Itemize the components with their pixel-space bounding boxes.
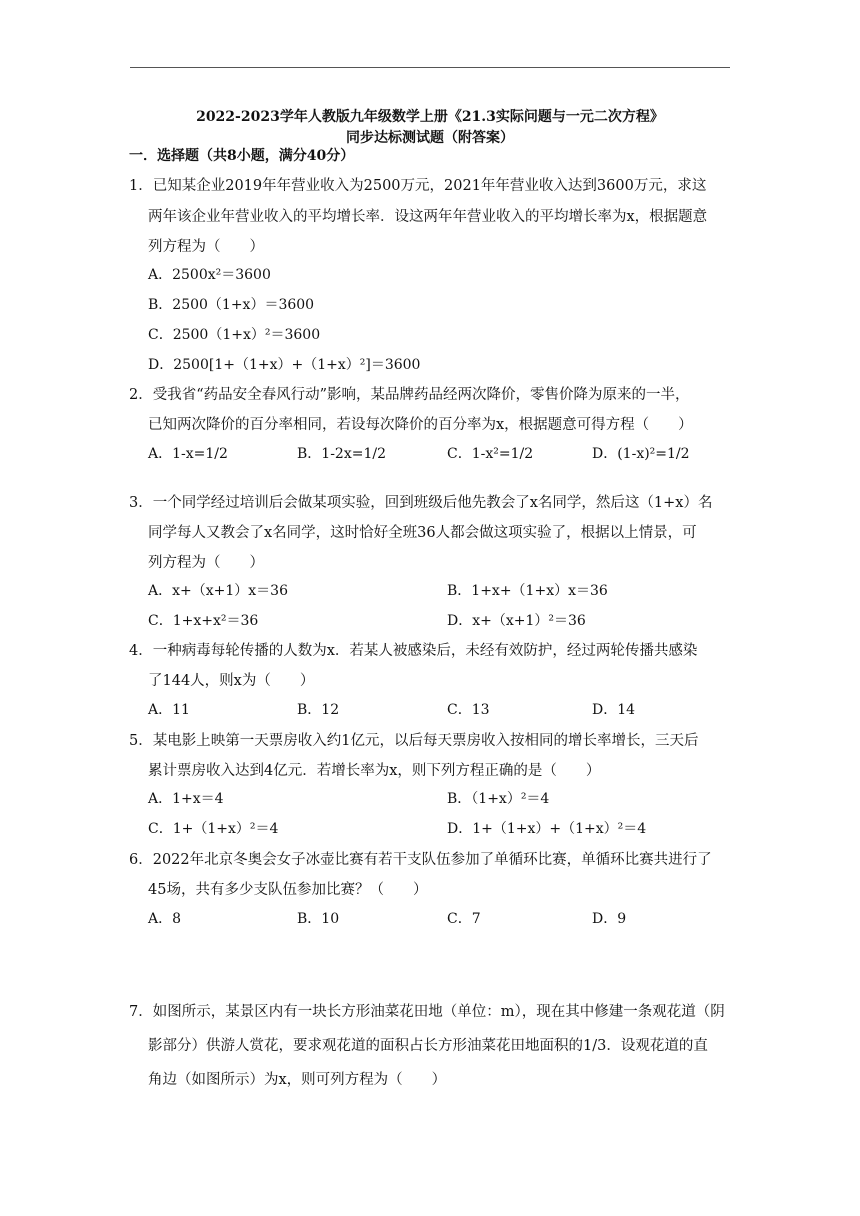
option-d: D．(1-x)²=1/2 xyxy=(592,446,690,462)
question-text: 了144人，则x为（ ） xyxy=(148,673,315,689)
question-text: 列方程为（ ） xyxy=(148,555,264,571)
option-c: C．7 xyxy=(447,911,481,927)
question-text: 6．2022年北京冬奥会女子冰壶比赛有若干支队伍参加了单循环比赛，单循环比赛共进行了 xyxy=(129,852,712,868)
document-title: 2022-2023学年人教版九年级数学上册《21.3实际问题与一元二次方程》 xyxy=(196,109,664,125)
header-rule xyxy=(130,67,730,68)
question-text: 2．受我省“药品安全春风行动”影响，某品牌药品经两次降价，零售价降为原来的一半， xyxy=(129,387,690,403)
question-text: 1．已知某企业2019年年营业收入为2500万元，2021年年营业收入达到3600万元，求这 xyxy=(129,178,707,194)
question-text: 4．一种病毒每轮传播的人数为x．若某人被感染后，未经有效防护，经过两轮传播共感染 xyxy=(129,643,698,659)
option-b: B．1-2x=1/2 xyxy=(297,446,386,462)
option-a: A．1-x=1/2 xyxy=(148,446,228,462)
question-text: 角边（如图所示）为x，则可列方程为（ ） xyxy=(148,1072,447,1088)
option-a: A．x+（x+1）x＝36 xyxy=(148,583,288,599)
option-a: A．8 xyxy=(148,911,182,927)
option-b: B．10 xyxy=(297,911,340,927)
question-text: 已知两次降价的百分率相同，若设每次降价的百分率为x，根据题意可得方程（ ） xyxy=(148,417,693,433)
option-c: C．13 xyxy=(447,702,490,718)
option-c: C．1+（1+x）²＝4 xyxy=(148,821,279,837)
section-heading: 一．选择题（共8小题，满分40分） xyxy=(129,148,355,164)
option-b: B．1+x+（1+x）x＝36 xyxy=(447,583,608,599)
option-d: D．1+（1+x）+（1+x）²＝4 xyxy=(447,821,647,837)
question-text: 5．某电影上映第一天票房收入约1亿元，以后每天票房收入按相同的增长率增长，三天后 xyxy=(129,733,699,749)
option-d: D．9 xyxy=(592,911,627,927)
option-d: D．2500[1+（1+x）+（1+x）²]＝3600 xyxy=(148,357,421,373)
option-b: B．2500（1+x）＝3600 xyxy=(148,297,315,313)
question-text: 同学每人又教会了x名同学，这时恰好全班36人都会做这项实验了，根据以上情景，可 xyxy=(148,525,697,541)
option-d: D．x+（x+1）²＝36 xyxy=(447,613,586,629)
option-a: A．11 xyxy=(148,702,190,718)
option-b: B．（1+x）²＝4 xyxy=(447,791,550,807)
option-b: B．12 xyxy=(297,702,340,718)
option-c: C．1-x²=1/2 xyxy=(447,446,534,462)
question-text: 3．一个同学经过培训后会做某项实验，回到班级后他先教会了x名同学，然后这（1+x）名 xyxy=(129,495,713,511)
document-subtitle: 同步达标测试题（附答案） xyxy=(346,130,514,146)
option-a: A．1+x＝4 xyxy=(148,791,224,807)
question-text: 7．如图所示，某景区内有一块长方形油菜花田地（单位：m），现在其中修建一条观花道（阴 xyxy=(129,1004,725,1020)
option-a: A．2500x²＝3600 xyxy=(148,267,271,283)
question-text: 列方程为（ ） xyxy=(148,239,264,255)
option-c: C．1+x+x²＝36 xyxy=(148,613,259,629)
question-text: 45场，共有多少支队伍参加比赛？（ ） xyxy=(148,882,428,898)
question-text: 影部分）供游人赏花，要求观花道的面积占长方形油菜花田地面积的1/3．设观花道的直 xyxy=(148,1038,708,1054)
option-d: D．14 xyxy=(592,702,636,718)
option-c: C．2500（1+x）²＝3600 xyxy=(148,327,321,343)
question-text: 累计票房收入达到4亿元．若增长率为x，则下列方程正确的是（ ） xyxy=(148,763,601,779)
question-text: 两年该企业年营业收入的平均增长率．设这两年年营业收入的平均增长率为x，根据题意 xyxy=(148,209,708,225)
